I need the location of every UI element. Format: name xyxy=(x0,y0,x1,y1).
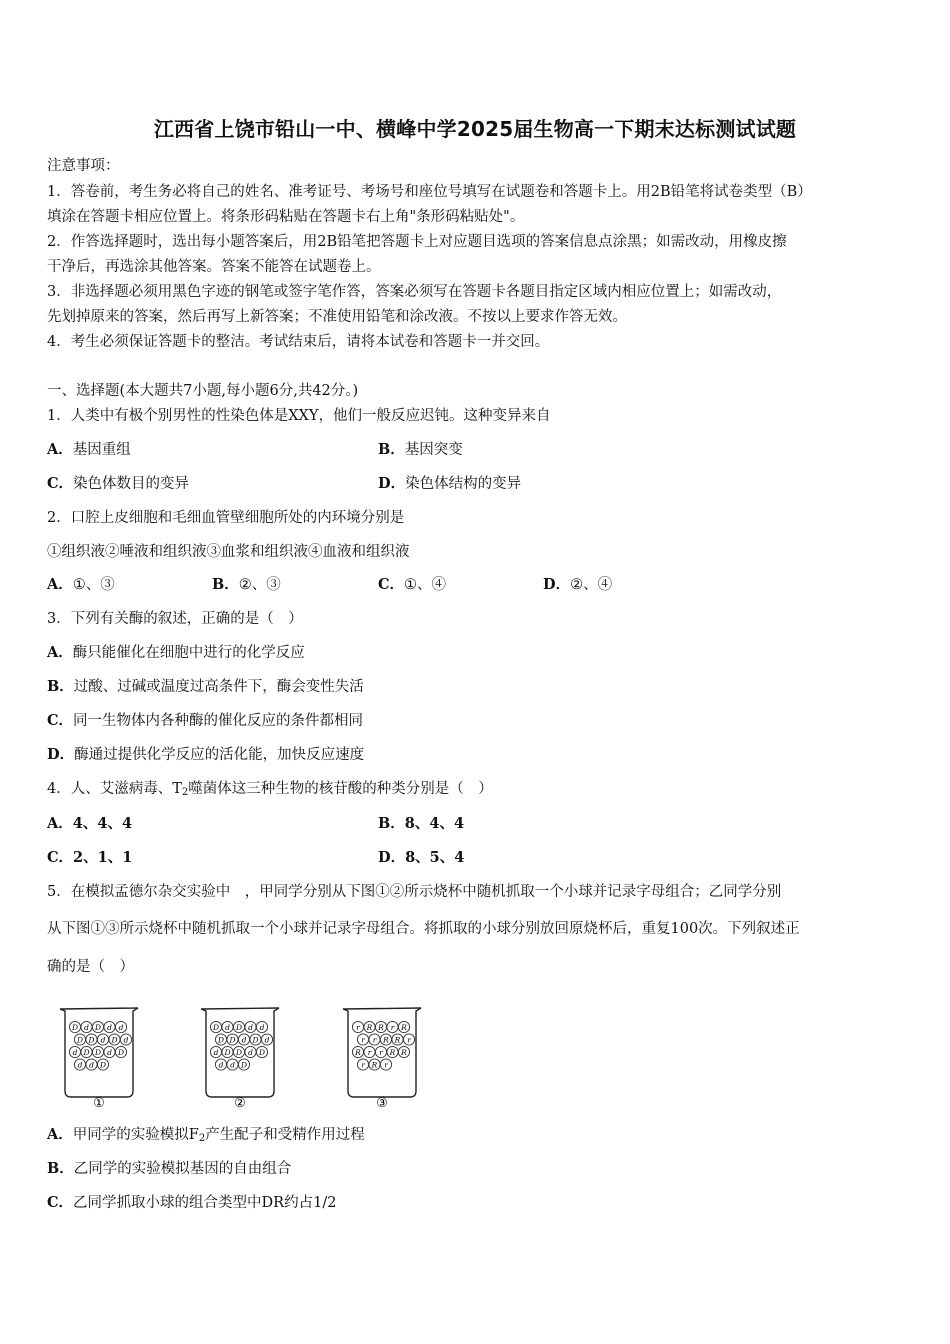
option-letter: A． xyxy=(47,815,73,832)
ball-letter: d xyxy=(89,1060,94,1070)
subscript: 2 xyxy=(198,1133,206,1144)
page-title: 江西省上饶市铅山一中、横峰中学2025届生物高一下期末达标测试试题 xyxy=(153,117,797,141)
beaker-balls xyxy=(210,1021,272,1070)
ball-letter: D xyxy=(83,1047,90,1057)
q2-option-a[interactable] xyxy=(47,573,115,594)
option-letter: C． xyxy=(378,576,405,593)
ball-letter: D xyxy=(224,1047,231,1057)
ball-letter: r xyxy=(361,1060,365,1070)
option-letter: A． xyxy=(47,644,73,661)
beaker-1-figure xyxy=(57,1003,141,1109)
option-letter: A． xyxy=(47,441,73,458)
ball-letter: D xyxy=(99,1060,107,1070)
ball-letter: D xyxy=(88,1035,95,1045)
question-1-stem: 1．人类中有极个别男性的性染色体是XXY，他们一般反应迟钝。这种变异来自 xyxy=(47,408,551,424)
q1-option-d[interactable] xyxy=(378,472,521,493)
beaker-balls xyxy=(69,1021,131,1070)
q4-option-a[interactable] xyxy=(47,812,132,833)
ball-letter: D xyxy=(235,1022,243,1032)
option-text: ②、④ xyxy=(570,577,613,593)
section-heading: 一、选择题(本大题共7小题,每小题6分,共42分。) xyxy=(47,383,359,399)
ball-letter: d xyxy=(107,1047,112,1057)
notice-line: 先划掉原来的答案，然后再写上新答案；不准使用铅笔和涂改液。不按以上要求作答无效。 xyxy=(47,309,627,325)
option-text: 染色体结构的变异 xyxy=(405,476,522,492)
q1-option-a[interactable] xyxy=(47,438,131,459)
ball-letter: D xyxy=(94,1022,102,1032)
ball-letter: D xyxy=(229,1035,236,1045)
beaker-label: ② xyxy=(234,1096,246,1109)
option-letter: D． xyxy=(378,849,406,866)
option-text: 产生配子和受精作用过程 xyxy=(205,1127,365,1143)
option-text: ①、④ xyxy=(404,577,447,593)
ball-letter: r xyxy=(390,1022,395,1032)
option-text: 甲同学的实验模拟F xyxy=(72,1127,199,1143)
q5-option-a[interactable] xyxy=(47,1123,365,1144)
ball-letter: D xyxy=(217,1035,225,1045)
ball-letter: D xyxy=(111,1035,118,1045)
stem-text: 噬菌体这三种生物的核苷酸的种类分别是（ ） xyxy=(188,781,493,797)
ball-letter: D xyxy=(71,1022,79,1032)
ball-letter: D xyxy=(258,1047,266,1057)
option-letter: B． xyxy=(378,815,405,832)
option-letter: D． xyxy=(378,475,406,492)
ball-letter: d xyxy=(213,1047,219,1057)
notice-line: 3．非选择题必须用黑色字迹的钢笔或签字笔作答，答案必须写在答题卡各题目指定区域内相应位置上；如需改动， xyxy=(47,284,782,300)
ball-letter: D xyxy=(212,1022,220,1032)
q3-option-c[interactable] xyxy=(47,709,363,730)
ball-letter: d xyxy=(218,1060,224,1070)
ball-letter: R xyxy=(401,1022,407,1032)
option-text: 8、5、4 xyxy=(405,849,465,866)
option-letter: C． xyxy=(47,712,74,729)
ball-letter: D xyxy=(94,1047,102,1057)
option-letter: A． xyxy=(47,1126,73,1143)
ball-letter: D xyxy=(117,1047,125,1057)
question-2-stem: 2．口腔上皮细胞和毛细血管壁细胞所处的内环境分别是 xyxy=(47,510,405,526)
option-letter: A． xyxy=(47,576,73,593)
q4-option-c[interactable] xyxy=(47,846,132,867)
q2-option-b[interactable] xyxy=(212,573,281,594)
question-5-stem: 从下图①③所示烧杯中随机抓取一个小球并记录字母组合。将抓取的小球分别放回原烧杯后，重复100次。下列叙述正 xyxy=(47,921,800,937)
ball-letter: r xyxy=(372,1035,377,1045)
ball-letter: r xyxy=(356,1022,360,1032)
ball-letter: R xyxy=(394,1035,401,1045)
subscript: 2 xyxy=(181,787,189,798)
ball-letter: d xyxy=(225,1022,230,1032)
q5-option-b[interactable] xyxy=(47,1157,291,1178)
option-text: 乙同学抓取小球的组合类型中DR约占1/2 xyxy=(73,1195,337,1211)
ball-letter: D xyxy=(240,1060,248,1070)
beaker-2-figure xyxy=(198,1003,282,1109)
q3-option-b[interactable] xyxy=(47,675,364,696)
question-3-stem: 3．下列有关酶的叙述，正确的是（ ） xyxy=(47,611,303,627)
option-text: ②、③ xyxy=(238,577,281,593)
option-text: 基因突变 xyxy=(404,442,463,458)
ball-letter: d xyxy=(264,1035,270,1045)
option-text: 过酸、过碱或温度过高条件下，酶会变性失活 xyxy=(73,679,364,695)
ball-letter: r xyxy=(367,1047,372,1057)
ball-letter: d xyxy=(100,1035,106,1045)
option-text: 2、1、1 xyxy=(73,849,133,866)
ball-letter: d xyxy=(107,1022,112,1032)
beaker-balls xyxy=(352,1021,414,1070)
ball-letter: R xyxy=(378,1022,384,1032)
question-5-stem: 5．在模拟孟德尔杂交实验中 ，甲同学分别从下图①②所示烧杯中随机抓取一个小球并记录字母组合；乙同学分别 xyxy=(47,884,782,900)
ball-letter: d xyxy=(248,1022,253,1032)
ball-letter: r xyxy=(379,1047,383,1057)
option-text: 8、4、4 xyxy=(404,815,465,832)
option-letter: C． xyxy=(47,1194,74,1211)
ball-letter: R xyxy=(389,1047,396,1057)
option-letter: C． xyxy=(47,475,74,492)
ball-letter: r xyxy=(361,1035,365,1045)
stem-text: 4．人、艾滋病毒、T xyxy=(47,781,182,797)
ball-letter: d xyxy=(123,1035,129,1045)
notice-heading: 注意事项： xyxy=(47,158,120,174)
ball-letter: D xyxy=(76,1035,84,1045)
q3-option-d[interactable] xyxy=(47,743,364,764)
ball-letter: d xyxy=(248,1047,253,1057)
question-5-stem: 确的是（ ） xyxy=(47,959,134,975)
q2-option-d[interactable] xyxy=(543,573,612,594)
ball-letter: d xyxy=(72,1047,78,1057)
q4-option-b[interactable] xyxy=(378,812,464,833)
option-letter: D． xyxy=(543,576,571,593)
option-text: 乙同学的实验模拟基因的自由组合 xyxy=(73,1161,292,1177)
question-4-stem xyxy=(47,777,493,798)
option-text: 4、4、4 xyxy=(72,815,133,832)
ball-letter: D xyxy=(235,1047,243,1057)
ball-letter: d xyxy=(118,1022,124,1032)
option-text: ①、③ xyxy=(72,577,115,593)
beaker-label: ① xyxy=(93,1096,105,1109)
ball-letter: R xyxy=(355,1047,361,1057)
notice-line: 干净后，再选涂其他答案。答案不能答在试题卷上。 xyxy=(47,259,381,275)
option-text: 染色体数目的变异 xyxy=(73,476,190,492)
option-text: 基因重组 xyxy=(72,442,131,458)
ball-letter: d xyxy=(84,1022,89,1032)
beaker-label: ③ xyxy=(376,1096,388,1109)
option-letter: B． xyxy=(47,1160,74,1177)
q1-option-c[interactable] xyxy=(47,472,189,493)
q3-option-a[interactable] xyxy=(47,641,305,662)
q2-option-c[interactable] xyxy=(378,573,446,594)
option-text: 同一生物体内各种酶的催化反应的条件都相同 xyxy=(73,713,364,729)
ball-letter: D xyxy=(252,1035,259,1045)
notice-line: 4．考生必须保证答题卡的整洁。考试结束后，请将本试卷和答题卡一并交回。 xyxy=(47,334,550,350)
option-letter: C． xyxy=(47,849,74,866)
option-letter: B． xyxy=(47,678,74,695)
option-letter: B． xyxy=(212,576,239,593)
option-letter: D． xyxy=(47,746,75,763)
notice-line: 1．答卷前，考生务必将自己的姓名、准考证号、考场号和座位号填写在试题卷和答题卡上。用2B铅笔将试卷类型（B） xyxy=(47,184,812,200)
ball-letter: r xyxy=(407,1035,411,1045)
question-2-items: ①组织液②唾液和组织液③血浆和组织液④血液和组织液 xyxy=(47,544,410,560)
option-letter: B． xyxy=(378,441,405,458)
ball-letter: r xyxy=(384,1060,388,1070)
beaker-3-figure xyxy=(340,1003,424,1109)
ball-letter: d xyxy=(77,1060,83,1070)
ball-letter: d xyxy=(230,1060,235,1070)
option-text: 酶通过提供化学反应的活化能，加快反应速度 xyxy=(74,747,365,763)
q4-option-d[interactable] xyxy=(378,846,464,867)
ball-letter: R xyxy=(401,1047,407,1057)
q5-option-c[interactable] xyxy=(47,1191,336,1212)
q1-option-b[interactable] xyxy=(378,438,463,459)
ball-letter: d xyxy=(241,1035,247,1045)
option-text: 酶只能催化在细胞中进行的化学反应 xyxy=(72,645,305,661)
ball-letter: R xyxy=(383,1035,389,1045)
ball-letter: R xyxy=(366,1022,373,1032)
notice-line: 2．作答选择题时，选出每小题答案后，用2B铅笔把答题卡上对应题目选项的答案信息点涂黑；如需改动，用橡皮擦 xyxy=(47,234,787,250)
ball-letter: R xyxy=(371,1060,378,1070)
notice-line: 填涂在答题卡相应位置上。将条形码粘贴在答题卡右上角"条形码粘贴处"。 xyxy=(47,209,525,225)
ball-letter: d xyxy=(259,1022,265,1032)
